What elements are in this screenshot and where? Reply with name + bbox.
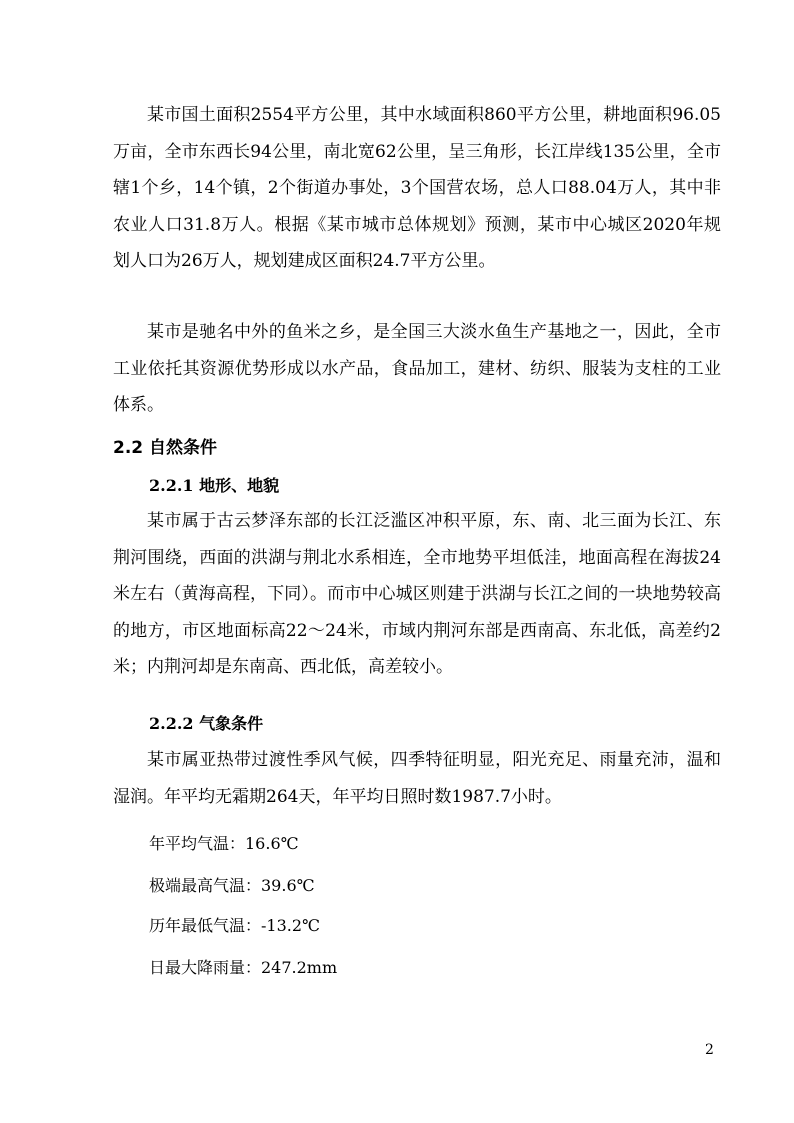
heading-terrain: 2.2.1 地形、地貌: [149, 476, 280, 495]
heading-climate: 2.2.2 气象条件: [149, 714, 264, 733]
paragraph-industry: 某市是驰名中外的鱼米之乡，是全国三大淡水鱼生产基地之一，因此，全市工业依托其资源优势形成以水产品，食品加工，建材、纺织、服装为支柱的工业体系。: [113, 322, 721, 415]
climate-min-temp: 历年最低气温：-13.2℃: [149, 916, 320, 935]
climate-max-temp: 极端最高气温：39.6℃: [149, 876, 315, 895]
paragraph-land-population: 某市国土面积2554平方公里，其中水域面积860平方公里，耕地面积96.05万亩，全市东西长94公里，南北宽62公里，呈三角形，长江岸线135公里，全市辖1个乡，14个镇，2个街道办事处，3个国营农场，总人口88.04万人，其中非农业人口31.8万人。根据《某市城市总体规划》预测，某市中心城区2020年规划人口为26万人，规划建成区面积24.7平方公里。: [113, 105, 721, 271]
heading-natural-conditions: 2.2 自然条件: [113, 438, 218, 458]
climate-avg-temp: 年平均气温：16.6℃: [149, 834, 299, 853]
climate-max-rainfall: 日最大降雨量：247.2mm: [149, 958, 338, 977]
paragraph-terrain: 某市属于古云梦泽东部的长江泛滥区冲积平原，东、南、北三面为长江、东荆河围绕，西面的洪湖与荆北水系相连，全市地势平坦低洼，地面高程在海拔24米左右（黄海高程，下同）。而市中心城区则建于洪湖与长江之间的一块地势较高的地方，市区地面标高22～24米，市域内荆河东部是西南高、东北低，高差约2米；内荆河却是东南高、西北低，高差较小。: [113, 511, 721, 677]
page-number: 2: [705, 1042, 714, 1058]
paragraph-climate: 某市属亚热带过渡性季风气候，四季特征明显，阳光充足、雨量充沛，温和湿润。年平均无霜期264天，年平均日照时数1987.7小时。: [113, 750, 721, 807]
